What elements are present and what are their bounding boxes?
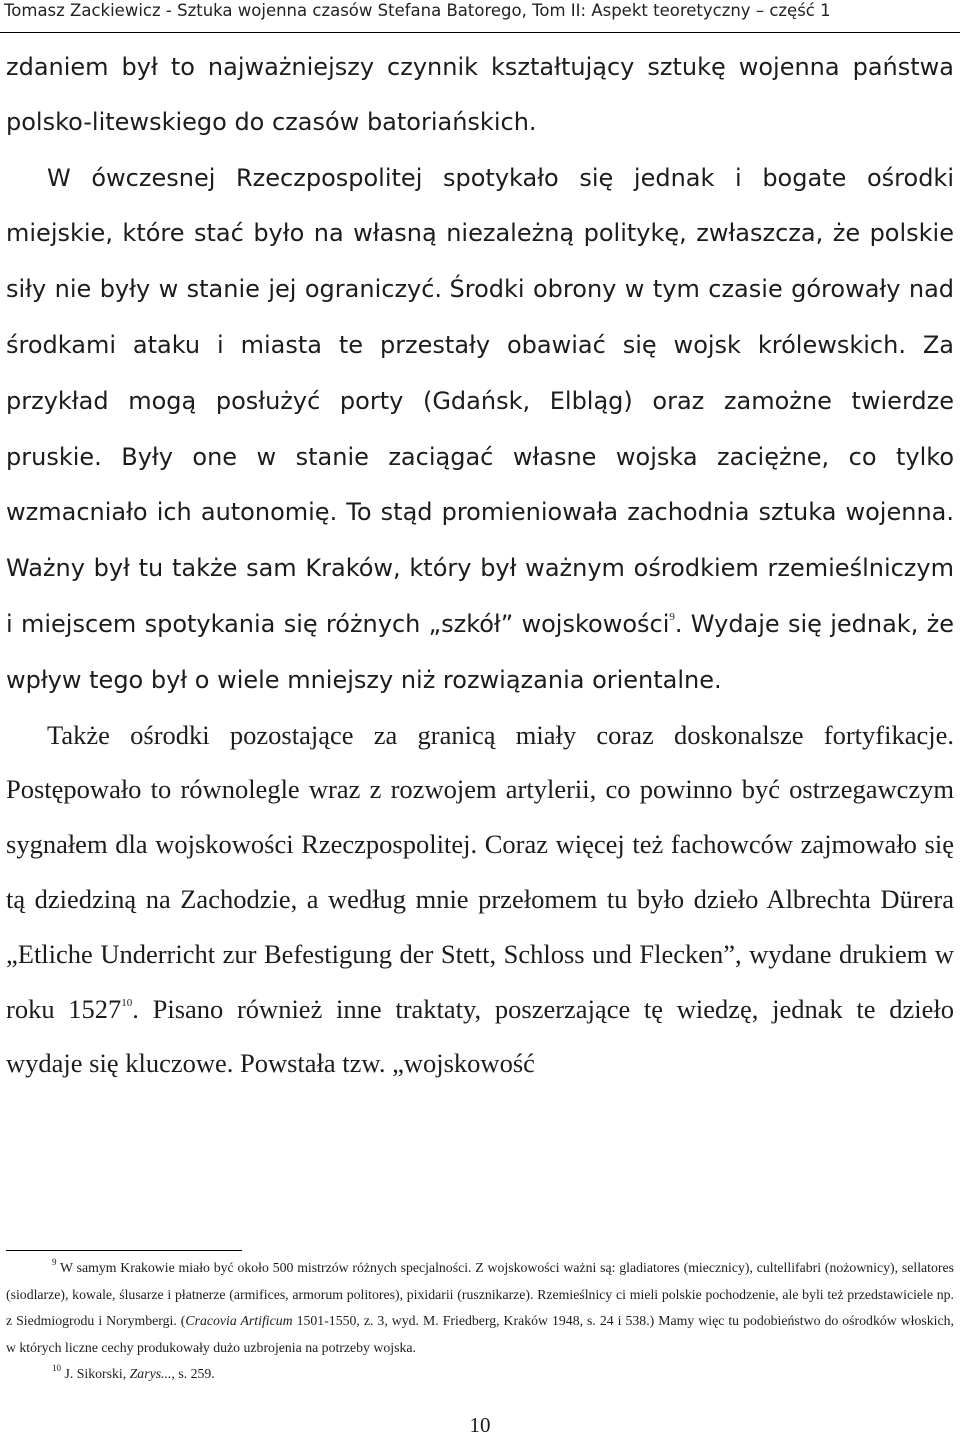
paragraph-1: zdaniem był to najważniejszy czynnik kształtujący sztukę wojenna państwa polsko-litewskiego do czasów batoriańskich. (6, 53, 954, 136)
paragraph-3-part-a: Także ośrodki pozostające za granicą miały coraz doskonalsze fortyfikacje. Postępowało to równolegle wraz z rozwojem artylerii, co powinno być ostrzegawczym sygnałem dla wojskowości Rzeczpospolitej. Coraz więcej też fachowców zajmowało się tą dziedziną na Zachodzie, a według mnie przełomem tu było dzieło Albrechta Dürera „Etliche Underricht zur Befestigung der Stett, Schloss und Flecken”, wydane drukiem w roku 1527 (6, 719, 954, 1024)
header-rule (0, 32, 960, 33)
footnote-10-text-b: , s. 259. (171, 1366, 215, 1381)
footnote-10-text-a: J. Sikorski, (61, 1366, 130, 1381)
paragraph-2-part-b: Środki obrony w tym czasie górowały nad środkami ataku i miasta te przestały obawiać się wojsk królewskich. Za przykład mogą posłużyć porty (Gdańsk, Elbląg) oraz zamożne twierdze pruskie. Były one w stanie zaciągać własne wojska zaciężne, co tylko wzmacniało ich autonomię. To stąd promieniowała zachodnia sztuka wojenna. Ważny był tu także sam Kraków, który był ważnym ośrodkiem rzemieślniczym i miejscem spotykania się różnych „szkół” wojskowości (6, 275, 955, 638)
footnote-10-title: Zarys... (129, 1366, 172, 1381)
paragraph-2-part-c: . Wydaje się jednak, że wpływ tego był o wiele mniejszy niż rozwiązania orientalne. (6, 609, 954, 694)
footnote-9-text-b: 1501-1550, z. 3, wyd. M. Friedberg, Kraków 1948, s. 24 i 538.) Mamy więc tu podobieństwo do ośrodków włoskich, w których liczne cechy produkowały dużo uzbrojenia na potrzeby wojska. (6, 1313, 954, 1355)
main-text (6, 40, 954, 1091)
footnote-9-number: 9 (52, 1257, 57, 1267)
running-title: Tomasz Zackiewicz - Sztuka wojenna czasów Stefana Batorego, Tom II: Aspekt teoretyczny – część 1 (4, 1, 831, 20)
paragraph-2 (6, 150, 954, 708)
page-number: 10 (469, 1413, 491, 1437)
footnotes (6, 1255, 954, 1388)
footnote-rule (6, 1250, 242, 1251)
paragraph-2-part-a: W ówczesnej Rzeczpospolitej spotykało się jednak i bogate ośrodki miejskie, które stać było na własną niezależną politykę, zwłaszcza, że polskie siły nie były w stanie jej ograniczyć. (6, 163, 954, 304)
footnote-ref-9[interactable]: 9 (669, 610, 675, 623)
footnote-ref-10[interactable]: 10 (121, 996, 133, 1009)
footnote-9-text-a: W samym Krakowie miało być około 500 mistrzów różnych specjalności. Z wojskowości ważni są: gladiatores (miecznicy), cultellifabri (nożownicy), sellatores (siodlarze), kowale, ślusarze i płatnerze (armifices, armorum politores), pixidarii (rusznikarze). Rzemieślnicy ci mieli polskie pochodzenie, ale byli też przedstawiciele np. z Siedmiogrodu i Norymbergi. ( (6, 1260, 954, 1328)
footnote-10-number: 10 (52, 1363, 61, 1373)
paragraph-3 (6, 708, 954, 1092)
footnote-10 (6, 1361, 954, 1388)
running-header (0, 0, 960, 30)
paragraph-3-part-b: . Pisano również inne traktaty, poszerzające tę wiedzę, jednak te dzieło wydaje się kluczowe. Powstała tzw. „wojskowość (6, 993, 954, 1079)
footnote-9-title: Cracovia Artificum (185, 1313, 293, 1328)
footnote-9 (6, 1255, 954, 1361)
